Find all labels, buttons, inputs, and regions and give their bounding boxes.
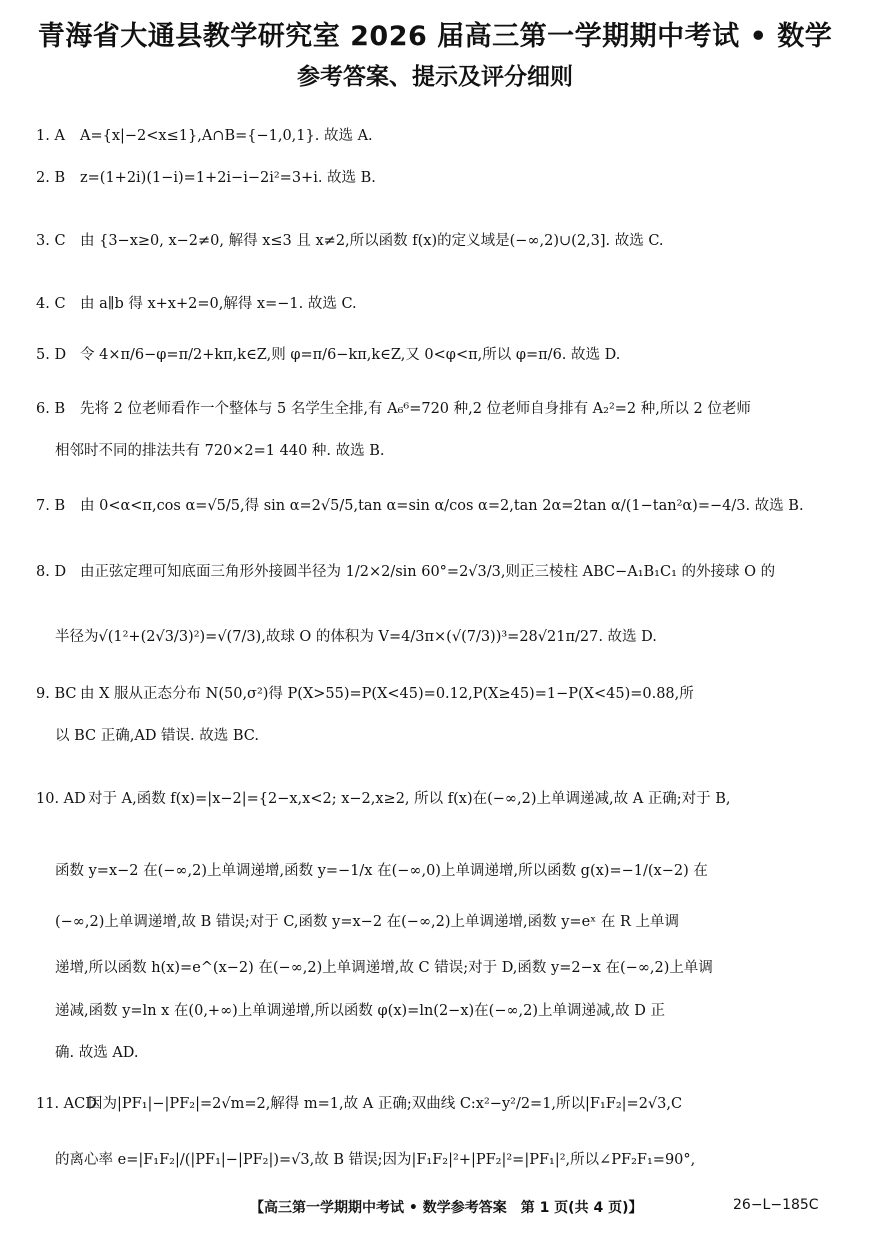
answer-11	[36, 1094, 836, 1114]
answer-text: 因为|PF₁|−|PF₂|=2√m=2,解得 m=1,故 A 正确;双曲线 C:x²−y²/2=1,所以|F₁F₂|=2√3,C	[88, 1096, 683, 1112]
answer-text: 先将 2 位老师看作一个整体与 5 名学生全排,有 A₆⁶=720 种,2 位老师自身排有 A₂²=2 种,所以 2 位老师	[80, 401, 751, 417]
answer-10-line-6: 确. 故选 AD.	[55, 1045, 139, 1061]
answer-text: 由 0<α<π,cos α=√5/5,得 sin α=2√5/5,tan α=sin α/cos α=2,tan 2α=2tan α/(1−tan²α)=−4/3. 故选 B.	[80, 498, 804, 514]
answer-text: 由 a∥b 得 x+x+2=0,解得 x=−1. 故选 C.	[80, 296, 357, 312]
answer-10-line-3: (−∞,2)上单调递增,故 B 错误;对于 C,函数 y=x−2 在(−∞,2)上单调递增,函数 y=eˣ 在 R 上单调	[55, 914, 680, 930]
answer-9-continued: 以 BC 正确,AD 错误. 故选 BC.	[55, 728, 259, 744]
answer-10-line-4: 递增,所以函数 h(x)=e^(x−2) 在(−∞,2)上单调递增,故 C 错误;对于 D,函数 y=2−x 在(−∞,2)上单调	[55, 960, 713, 976]
answer-3	[36, 231, 836, 251]
answer-number: 7. B	[36, 498, 66, 514]
answer-9	[36, 684, 836, 704]
answer-11-continued: 的离心率 e=|F₁F₂|/(|PF₁|−|PF₂|)=√3,故 B 错误;因为|F₁F₂|²+|PF₂|²=|PF₁|²,所以∠PF₂F₁=90°,	[55, 1152, 696, 1168]
answer-number: 5. D	[36, 347, 67, 363]
answer-number: 8. D	[36, 564, 67, 580]
answer-5	[36, 345, 836, 365]
answer-4	[36, 294, 836, 314]
answer-number: 3. C	[36, 233, 66, 249]
answer-1	[36, 126, 836, 146]
answer-8-continued: 半径为√(1²+(2√3/3)²)=√(7/3),故球 O 的体积为 V=4/3π×(√(7/3))³=28√21π/27. 故选 D.	[55, 629, 657, 645]
answer-6-continued: 相邻时不同的排法共有 720×2=1 440 种. 故选 B.	[55, 443, 385, 459]
answer-text: 由正弦定理可知底面三角形外接圆半径为 1/2×2/sin 60°=2√3/3,则正三棱柱 ABC−A₁B₁C₁ 的外接球 O 的	[80, 564, 776, 580]
footer-title: 【高三第一学期期中考试 • 数学参考答案 第 1 页(共 4 页)】	[250, 1200, 643, 1216]
answer-2	[36, 168, 836, 188]
answer-text: 对于 A,函数 f(x)=|x−2|={2−x,x<2; x−2,x≥2, 所以 f(x)在(−∞,2)上单调递减,故 A 正确;对于 B,	[88, 791, 731, 807]
answer-10-line-2: 函数 y=x−2 在(−∞,2)上单调递增,函数 y=−1/x 在(−∞,0)上单调递增,所以函数 g(x)=−1/(x−2) 在	[55, 863, 708, 879]
answer-text: z=(1+2i)(1−i)=1+2i−i−2i²=3+i. 故选 B.	[80, 170, 376, 186]
answer-8	[36, 562, 836, 582]
answer-6	[36, 399, 836, 419]
answer-7	[36, 496, 836, 516]
answer-text: 由 X 服从正态分布 N(50,σ²)得 P(X>55)=P(X<45)=0.12,P(X≥45)=1−P(X<45)=0.88,所	[80, 686, 694, 702]
page-title: 青海省大通县教学研究室 2026 届高三第一学期期中考试 • 数学	[37, 21, 833, 52]
answer-text: A={x|−2<x≤1},A∩B={−1,0,1}. 故选 A.	[80, 128, 373, 144]
answer-number: 10. AD	[36, 791, 86, 807]
answer-text: 令 4×π/6−φ=π/2+kπ,k∈Z,则 φ=π/6−kπ,k∈Z,又 0<φ<π,所以 φ=π/6. 故选 D.	[80, 347, 621, 363]
answer-number: 11. ACD	[36, 1096, 97, 1112]
answer-number: 4. C	[36, 296, 66, 312]
answer-number: 6. B	[36, 401, 66, 417]
footer-code: 26−L−185C	[733, 1197, 819, 1213]
answer-10	[36, 789, 836, 809]
answer-number: 1. A	[36, 128, 65, 144]
answer-number: 9. BC	[36, 686, 77, 702]
page-subtitle: 参考答案、提示及评分细则	[297, 64, 573, 90]
answer-10-line-5: 递减,函数 y=ln x 在(0,+∞)上单调递增,所以函数 φ(x)=ln(2−x)在(−∞,2)上单调递减,故 D 正	[55, 1003, 665, 1019]
answer-number: 2. B	[36, 170, 66, 186]
answer-text: 由 {3−x≥0, x−2≠0, 解得 x≤3 且 x≠2,所以函数 f(x)的定义域是(−∞,2)∪(2,3]. 故选 C.	[80, 233, 664, 249]
